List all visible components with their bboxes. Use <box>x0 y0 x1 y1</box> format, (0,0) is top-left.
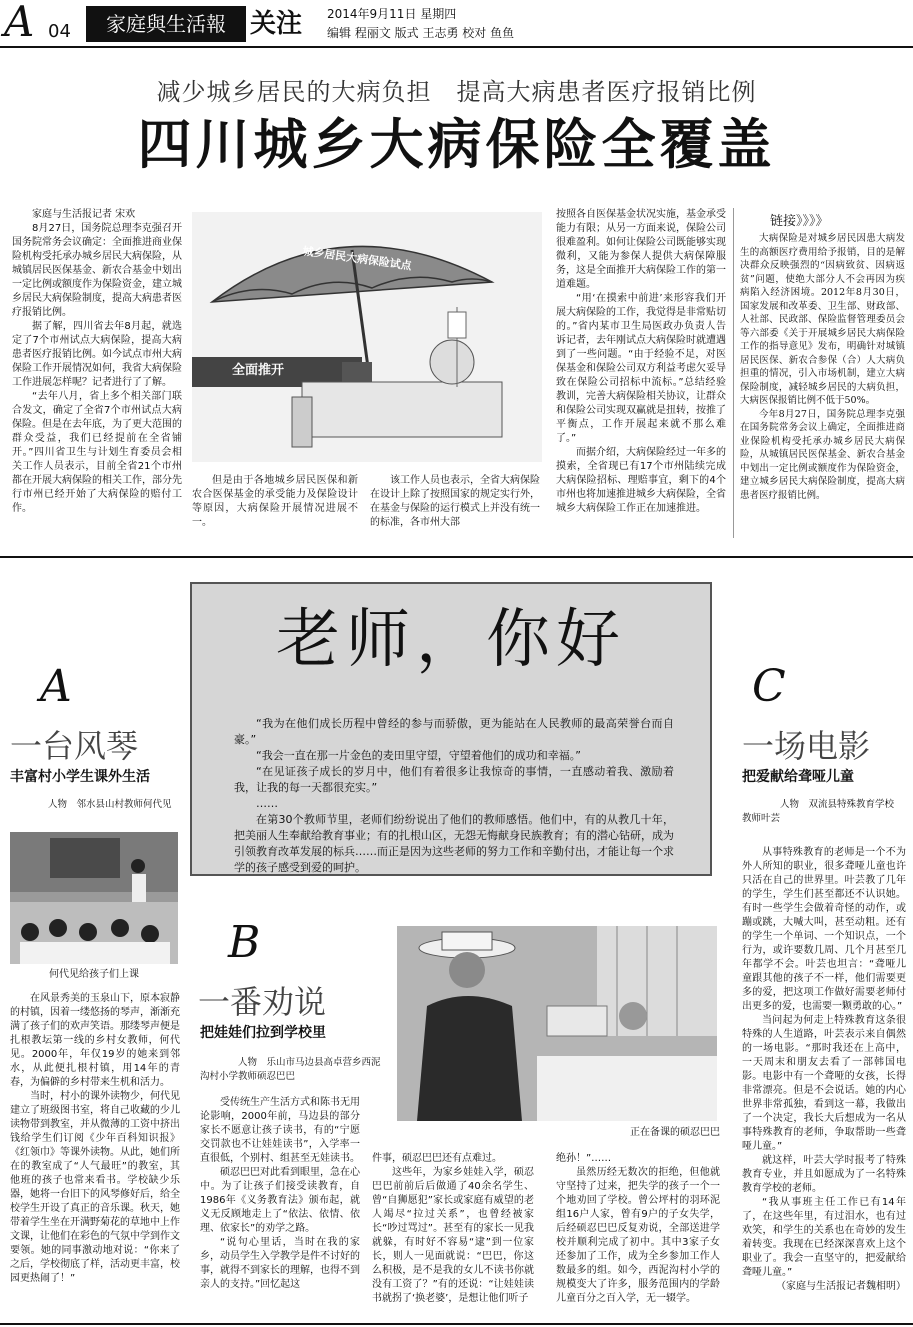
page-header <box>0 0 913 50</box>
section-c-credit: （家庭与生活报记者魏相明） <box>776 1281 906 1292</box>
section-b-col2 <box>372 1152 534 1306</box>
intro-quote: “我为在他们成长历程中曾经的参与而骄傲，更为能站在人民教师的最高荣誉台而自豪。” <box>234 717 674 746</box>
paper-name: 家庭與生活報 <box>106 12 226 36</box>
teachers-feature-box <box>190 582 712 876</box>
story-divider <box>0 556 913 558</box>
story1-col4 <box>556 208 726 516</box>
section-b-para: 件事，硕忍巴巴还有点难过。 <box>372 1153 502 1164</box>
story2-intro <box>234 716 674 876</box>
link-title: 链接》》》》 <box>770 214 829 229</box>
bottom-rule <box>0 1323 913 1325</box>
section-c-person: 人物 双流县特殊教育学校教师叶芸 <box>742 799 895 824</box>
section-c-para: 当问起为何走上特殊教育这条很特殊的人生道路，叶芸表示来自偶然的一场电影。“那时我还在上高中，一天周末和朋友去看了一部韩国电影。电影中有一个聋哑的女孩，长得非常漂亮。但是不会说话。她的内心世界非常孤独，看到这一幕，我做出了一个决定，我长大后想成为一名从事特殊教育的老师，争取帮助一些聋哑儿童。” <box>742 1015 906 1152</box>
page-letter: A <box>4 0 35 46</box>
insurance-cartoon <box>192 212 542 462</box>
section-b-letter: B <box>228 917 261 968</box>
link-divider <box>733 208 734 538</box>
story1-para: 该工作人员也表示，全省大病保险在设计上除了按照国家的规定实行外，在基金与保险的运行模式上并没有统一的标准，各市州大部 <box>370 475 540 528</box>
section-c-para: 从事特殊教育的老师是一个不为外人所知的职业，很多聋哑儿童也许只活在自己的世界里。叶芸教了几年的学生，学生们甚至都还不认识她。有时一些学生会做着奇怪的动作，或蹦或跳，大喊大叫，甚至动粗。还有的学生一个单词、一个知识点，一个行为，或许要数几周、几个月甚至几年都学不会。叶芸也坦言：“聋哑儿童跟其他的孩子不一样，他们需要更多的爱，把这项工作做好需要老师付出更多的爱，也需要一颗勇敢的心。” <box>742 847 906 1012</box>
story1-headline: 四川城乡大病保险全覆盖 <box>137 113 776 176</box>
section-b-title: 一番劝说 <box>198 983 327 1021</box>
story1-col1 <box>12 208 182 516</box>
section-b-para: 虽然历经无数次的拒绝，但他就守坚持了过来，把失学的孩子一个一个地劝回了学校。曾公坪村的羽环泥组16户人家，曾有9户的子女失学，后经硕忍巴巴反复劝说，全部送进学校并顺利完成了初中。其中3家子女还参加了工作，成为全乡参加工作人数最多的组。如今，西泥沟村小学的规模变大了许多，服务范围内的学龄儿童百分之百入学，无一辍学。 <box>556 1167 720 1304</box>
story1-para: 据了解，四川省去年8月起，就选定了7个市州试点大病保险，提高大病患者医疗报销比例。如今试点市州大病保险工作开展情况如何，我省大病保险工作进展怎样呢？记者进行了了解。 <box>12 321 182 388</box>
section-c-letter: C <box>752 661 786 712</box>
section-a-para: 当时，村小的课外读物少，何代见建立了班级图书室，将自己收藏的少儿读物带到教室，并从微薄的工资中挤出钱给学生们订阅《少年百科知识报》《红领巾》等课外读物。从此，她们所在的教室成了“人气最旺”的教室，其他班的孩子也常来看书。学校缺少乐器，她将一台旧下的风琴修好后，给全校学生开设了真正的音乐课。秋天，她带着学生坐在开满野菊花的草地中上作文课，让他们在彩色的气氛中学到作文要领。她的同事激动地对说：“你来了之后，学校彻底了样，活动更丰富，校园更热闹了！” <box>10 1091 180 1284</box>
section-b-para: 绝孙！”…… <box>556 1153 612 1164</box>
intro-quote: “我会一直在那一片金色的麦田里守望，守望着他们的成功和幸福。” <box>256 749 581 762</box>
section-b-col3 <box>556 1152 720 1306</box>
story1-para: “去年八月，省上多个相关部门联合发文，确定了全省7个市州试点大病保险。但是在去年底，为了更大范围的群众受益，我们已经提前在全省铺开。”四川省卫生与计划生育委员会相关工作人员表示，目前全省21个市州都在开展大病保险的相关工作，部分先行市州已经开始了大病保险的赔付工作。 <box>12 391 182 514</box>
classroom-photo-caption: 何代见给孩子们上课 <box>49 969 139 980</box>
section-b-para: 硕忍巴巴对此看到眼里，急在心中。为了让孩子们接受读教育，自1986年《义务教育法》颁布起，就义无反顾地走上了“依法、依情、依理、依家长”的劝学之路。 <box>200 1167 360 1234</box>
section-c-para: 就这样，叶芸大学时报考了特殊教育专业，并且如愿成为了一名特殊教育学校的老师。 <box>742 1155 906 1194</box>
section-c-subtitle: 把爱献给聋哑儿童 <box>742 769 854 785</box>
section-a-para: 在风景秀美的玉泉山下，原本寂静的村镇，因着一缕悠扬的琴声，渐渐充满了孩子们的欢声笑语。那缕琴声便是扎根教坛第一线的乡村女教师，何代见。2000年，年仅19岁的她来到邻水，从此便扎根村镇，用14年的青春，为偏僻的乡村带来生机和活力。 <box>10 993 180 1088</box>
classroom-image <box>10 832 178 964</box>
section-a-body <box>10 992 180 1286</box>
teacher-image <box>397 926 717 1121</box>
umbrella-illustration <box>192 212 542 462</box>
story1-col3 <box>370 474 540 530</box>
intro-quote: “在见证孩子成长的岁月中，他们有着很多让我惊奇的事情，一直感动着我、激励着我，让我的每一天都很充实。” <box>234 765 674 794</box>
story1-para: 而据介绍，大病保险经过一年多的摸索，全省现已有17个市州陆续完成大病保险招标、理赔事宜，剩下的4个市州也将加速推进城乡大病保险，全省城乡大病保险工作正在加速推进。 <box>556 447 726 514</box>
section-c-body <box>742 846 906 1294</box>
section-c-para: “我从事班主任工作已有14年了，在这些年里，有过泪水，也有过欢笑，和学生的关系也在奇妙的发生着转变。我现在已经深深喜欢上这个职业了。我会一直坚守的，把爱献给聋哑儿童。” <box>742 1197 906 1278</box>
section-b-subtitle: 把娃娃们拉到学校里 <box>200 1025 326 1041</box>
section-b-para: 受传统生产生活方式和陈书无用论影响，2000年前，马边县的部分家长不愿意让孩子读书，有的“宁愿交罚款也不让娃娃读书”，入学率一直很低，个别村、组甚至无娃读书。 <box>200 1097 360 1164</box>
date-line: 2014年9月11日 星期四 <box>327 7 457 21</box>
classroom-photo <box>10 832 178 964</box>
section-b-col1 <box>200 1096 360 1292</box>
section-a-letter: A <box>40 661 72 712</box>
teacher-photo <box>397 926 717 1121</box>
story1-para: 但是由于各地城乡居民医保和新农合医保基金的承受能力及保险设计等原因，大病保险开展情况进展不一。 <box>192 475 358 528</box>
story1-byline: 家庭与生活报记者 宋欢 <box>32 209 136 220</box>
section-b-para: “说句心里话，当时在我的家乡，动员学生入学教学是件不讨好的事，就得不到家长的理解，也得不到亲人的支持。”回忆起这 <box>200 1237 360 1290</box>
story1-col2 <box>192 474 358 530</box>
teacher-photo-caption: 正在备课的硕忍巴巴 <box>630 1127 720 1138</box>
story1-deck: 减少城乡居民的大病负担 提高大病患者医疗报销比例 <box>156 78 757 106</box>
page-number: 04 <box>48 21 71 42</box>
intro-ellipsis: …… <box>256 797 278 810</box>
link-para: 今年8月27日，国务院总理李克强在国务院常务会议上确定，全面推进商业保险机构受托承办城乡居民大病保险，从城镇居民医保基金、新农合基金中划出一定比例或额度作为保险资金，建立城乡居民大病保险制度，提高大病患者医疗报销比例。 <box>740 408 905 501</box>
intro-summary: 在第30个教师节里，老师们纷纷说出了他们的教师感悟。他们中，有的从教几十年，把美丽人生奉献给教育事业；有的扎根山区，无怨无悔献身民族教育；有的潜心钻研，成为引领教育改革发展的标兵……而正是因为这些老师的努力工作和辛勤付出，才能让每一个求学的孩子感受到爱的呵护。 <box>234 813 674 874</box>
story1-para: 8月27日，国务院总理李克强召开国务院常务会议确定：全面推进商业保险机构受托承办城乡居民大病保险，从城镇居民医保基金、新农合基金中划出一定比例或额度作为保险资金，建立城乡居民大病保险制度，提高大病患者医疗报销比例。 <box>12 223 182 318</box>
section-a-person: 人物 邻水县山村教师何代见 <box>48 799 172 810</box>
section-b-para: 这些年，为家乡娃娃入学，硕忍巴巴前前后后做通了40余名学生、曾“自狮愿犯”家长或家庭有威望的老人竭尽“拉过关系”，也曾经被家长“吵过骂过”。甚至有的家长一见我就躲，有时好不容易“逮”到一位家长，则人一见面就说：“巴巴，你这么积极，是不是我的女儿不读书你就没有工资了？”有的还说：“让娃娃读书就拐了‘换老婆’，是想让他们听子 <box>372 1167 534 1304</box>
section-b-person: 人物 乐山市马边县高卓营乡西泥沟村小学教师硕忍巴巴 <box>200 1057 381 1082</box>
section-name: 关注 <box>250 9 303 39</box>
section-a-title: 一台风琴 <box>10 727 139 765</box>
section-c-title: 一场电影 <box>742 727 871 765</box>
story1-link-box <box>740 212 905 502</box>
link-para: 大病保险是对城乡居民因患大病发生的高额医疗费用给予报销，目的是解决群众反映强烈的“因病致贫、因病返贫”问题，使绝大部分人不会再因为疾病陷入经济困境。2012年8月30日，国家发展和改革委、卫生部、财政部、人社部、民政部、保险监督管理委员会等六部委《关于开展城乡居民大病保险工作的指导意见》发布，明确针对城镇居民医保、新农合参保（合）人大病负担重的情况，引入市场机制，建立大病保险制度，减轻城乡居民的大病负担，大病医保报销比例不低于50%。 <box>740 233 905 406</box>
story1-para: 按照各自医保基金状况实施，基金承受能力有限；从另一方面来说，保险公司很难盈利。如何让保险公司既能够实现微利，又能为参保人提供大病保障服务，这是全面推开大病保险工作的第一道难题。 <box>556 209 726 290</box>
section-a-subtitle: 丰富村小学生课外生活 <box>10 769 150 785</box>
arm-label: 全面推开 <box>232 363 285 378</box>
story1-para: “用‘在摸索中前进’来形容我们开展大病保险的工作，我觉得是非常贴切的。”省内某市卫生局医政办负责人告诉记者，去年刚试点大病保险时就遭遇到了一些问题。“由于经验不足，对医保基金和保险公司双方利益考虑欠妥导致在保险公司招标中流标。”总结经验教训，完善大病保险相关协议，让群众和保险公司实现双赢就是扭转，按推了平衡点，工作开展起来就不那么难了。” <box>556 293 726 444</box>
story2-headline: 老师，你好 <box>276 603 626 677</box>
header-rule <box>0 46 913 48</box>
editor-line: 编辑 程丽文 版式 王志勇 校对 鱼鱼 <box>327 26 515 40</box>
umbrella-label: 城乡居民大病保险试点 <box>301 244 413 273</box>
